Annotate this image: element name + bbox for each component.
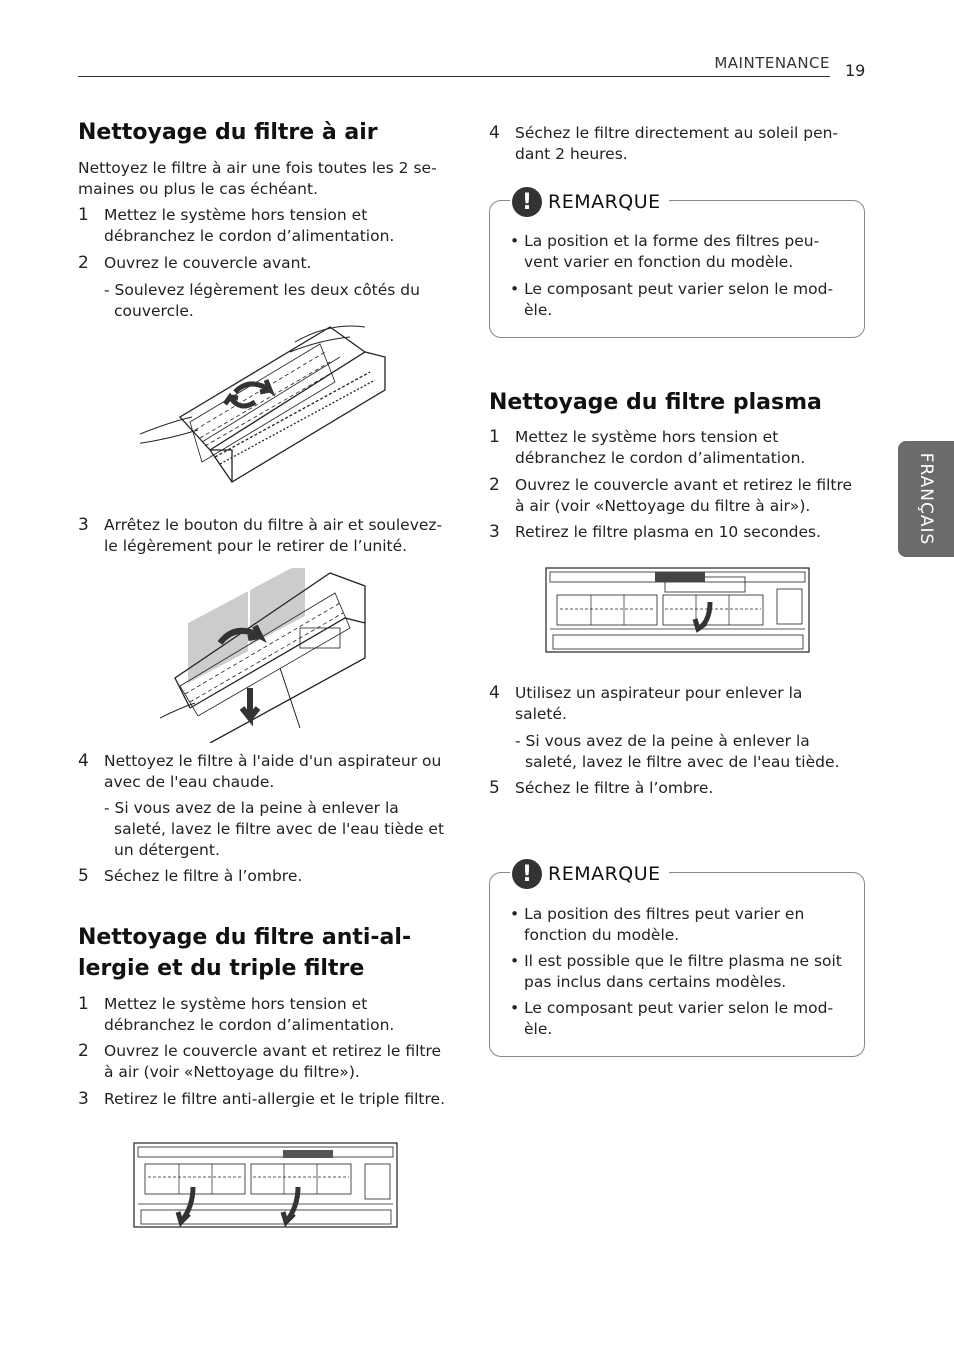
note-bullet: • Le composant peut varier selon le mod-èle. bbox=[510, 999, 834, 1038]
step-text: Mettez le système hors tension et débranchez le cordon d’alimentation. bbox=[104, 995, 395, 1034]
anti-allergy-title-line-2: lergie et du triple filtre bbox=[78, 956, 365, 981]
step-text: Retirez le filtre anti-allergie et le triple filtre. bbox=[104, 1090, 446, 1108]
remove-air-filter-illustration bbox=[160, 568, 372, 743]
step-number: 4 bbox=[489, 683, 500, 703]
step-text: Mettez le système hors tension et débranchez le cordon d’alimentation. bbox=[515, 428, 806, 467]
note-box-1 bbox=[489, 189, 865, 338]
note-box-2 bbox=[489, 861, 865, 1057]
step-number: 2 bbox=[489, 475, 500, 495]
note-bullet: • Le composant peut varier selon le mod-èle. bbox=[510, 280, 834, 319]
anti-allergy-title-line-1: Nettoyage du filtre anti-al- bbox=[78, 925, 412, 950]
language-tab-label: FRANÇAIS bbox=[916, 452, 936, 546]
step-number: 5 bbox=[78, 866, 89, 886]
header-section-title: MAINTENANCE bbox=[714, 54, 830, 72]
note-bullet: • La position des filtres peut varier en fonction du modèle. bbox=[510, 905, 805, 944]
air-filter-intro: Nettoyez le filtre à air une fois toutes les 2 se-maines ou plus le cas échéant. bbox=[78, 159, 437, 198]
note-title bbox=[510, 859, 669, 889]
air-filter-title: Nettoyage du filtre à air bbox=[78, 120, 378, 145]
exclamation-icon: ! bbox=[512, 187, 542, 217]
step-text: Ouvrez le couvercle avant. bbox=[104, 254, 312, 272]
step-number: 4 bbox=[489, 123, 500, 143]
step-number: 2 bbox=[78, 1041, 89, 1061]
step-text: Utilisez un aspirateur pour enlever la saleté. bbox=[515, 684, 803, 723]
step-number: 1 bbox=[78, 994, 89, 1014]
step-text: Ouvrez le couvercle avant et retirez le filtre à air (voir «Nettoyage du filtre»). bbox=[104, 1042, 442, 1081]
step-text: Séchez le filtre à l’ombre. bbox=[515, 779, 714, 797]
step-number: 4 bbox=[78, 751, 89, 771]
step-number: 1 bbox=[489, 427, 500, 447]
language-tab bbox=[898, 441, 954, 557]
step-number: 2 bbox=[78, 253, 89, 273]
air-step-2-sub: - Soulevez légèrement les deux côtés du couvercle. bbox=[104, 281, 420, 320]
open-cover-illustration bbox=[140, 322, 390, 494]
step-number: 3 bbox=[78, 1089, 89, 1109]
step-text: Nettoyez le filtre à l'aide d'un aspirateur ou avec de l'eau chaude. bbox=[104, 752, 442, 791]
step-number: 5 bbox=[489, 778, 500, 798]
step-text: Séchez le filtre à l’ombre. bbox=[104, 867, 303, 885]
plasma-step-4-sub: - Si vous avez de la peine à enlever la saleté, lavez le filtre avec de l'eau tiède. bbox=[515, 732, 840, 771]
air-step-4-sub: - Si vous avez de la peine à enlever la saleté, lavez le filtre avec de l'eau tiède et un détergent. bbox=[104, 799, 445, 859]
anti-allergy-filter-illustration bbox=[133, 1142, 398, 1228]
step-text: Arrêtez le bouton du filtre à air et soulevez-le légèrement pour le retirer de l’unité. bbox=[104, 516, 443, 555]
step-text: Séchez le filtre directement au soleil pen-dant 2 heures. bbox=[515, 124, 839, 163]
step-text: Ouvrez le couvercle avant et retirez le filtre à air (voir «Nettoyage du filtre à air»). bbox=[515, 476, 853, 515]
step-text: Mettez le système hors tension et débranchez le cordon d’alimentation. bbox=[104, 206, 395, 245]
plasma-filter-illustration bbox=[545, 567, 810, 653]
note-label: REMARQUE bbox=[548, 863, 661, 885]
plasma-title: Nettoyage du filtre plasma bbox=[489, 390, 822, 415]
note-bullet: • La position et la forme des filtres peu-vent varier en fonction du modèle. bbox=[510, 232, 820, 271]
exclamation-icon: ! bbox=[512, 859, 542, 889]
note-bullet: • Il est possible que le filtre plasma ne soit pas inclus dans certains modèles. bbox=[510, 952, 842, 991]
note-label: REMARQUE bbox=[548, 191, 661, 213]
page-number: 19 bbox=[845, 61, 866, 80]
step-text: Retirez le filtre plasma en 10 secondes. bbox=[515, 523, 822, 541]
note-title bbox=[510, 187, 669, 217]
step-number: 3 bbox=[489, 522, 500, 542]
header-divider bbox=[78, 76, 830, 77]
step-number: 1 bbox=[78, 205, 89, 225]
step-number: 3 bbox=[78, 515, 89, 535]
